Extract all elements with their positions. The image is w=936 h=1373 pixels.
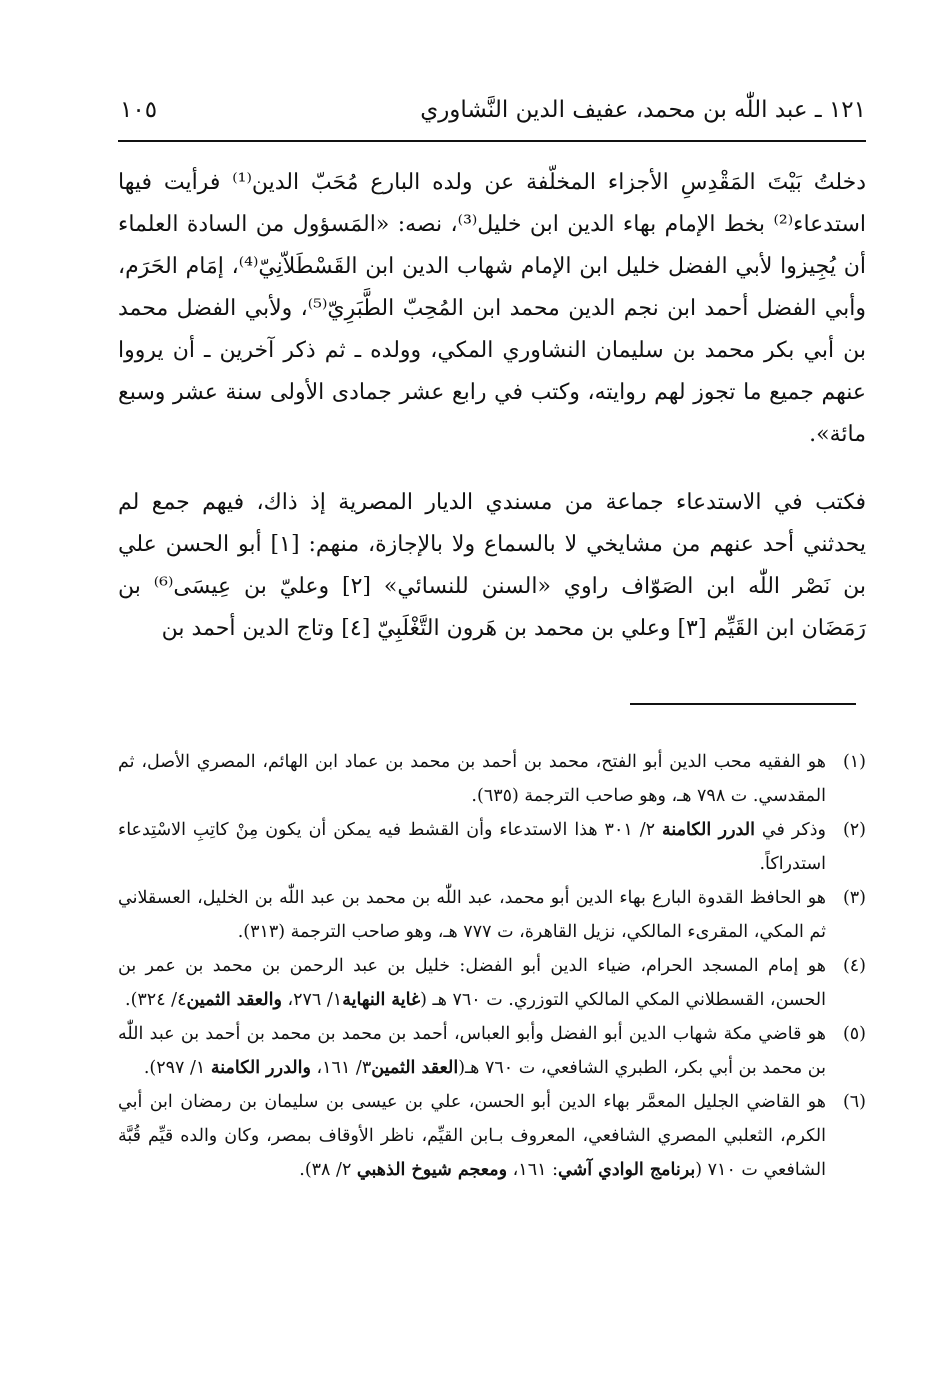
- footnote-number: (٢): [842, 820, 866, 840]
- footnote-source-title: والعقد الثمين: [186, 990, 282, 1010]
- footnote-text: ١/ ٢٧٦،: [281, 990, 343, 1010]
- footnote-source-title: برنامج الوادي آشي: [557, 1160, 696, 1180]
- footnote: [118, 745, 866, 813]
- footnote-number: (٣): [842, 888, 866, 908]
- footnote-number: (١): [842, 752, 866, 772]
- footnote-text: ٢/ ٣٨).: [299, 1160, 357, 1180]
- footnote-text: وذكر في: [754, 820, 826, 840]
- footnote-source-title: الدرر الكامنة: [661, 820, 755, 840]
- footnote: [118, 1085, 866, 1187]
- footnote-text: ٣/ ١٦١،: [310, 1058, 372, 1078]
- footnote-source-title: غاية النهاية: [342, 990, 421, 1010]
- footnote-text: ١/ ٢٩٧).: [143, 1058, 211, 1078]
- footnote-text: : ١٦١،: [507, 1160, 558, 1180]
- footnote-separator: [630, 703, 856, 705]
- main-text: [118, 162, 866, 650]
- footnote-number: (٤): [842, 956, 866, 976]
- footnote-number: (٥): [842, 1024, 866, 1044]
- running-header: [118, 92, 866, 142]
- footnote-text: هو إمام المسجد الحرام، ضياء الدين أبو الفضل: خليل بن عبد الرحمن بن محمد بن عمر بن الحسن، القسطلاني المكي المالكي التوزري. ت ٧٦٠ هـ (: [118, 956, 826, 1010]
- footnote-text: ٤/ ٣٢٤).: [125, 990, 187, 1010]
- footnote-source-title: العقد الثمين: [371, 1058, 459, 1078]
- header-title: ١٢١ ـ عبد اللّٰه بن محمد، عفيف الدين النَّشاوري: [420, 97, 866, 123]
- footnote-text: هو الحافظ القدوة البارع بهاء الدين أبو محمد، عبد اللّٰه بن محمد بن عبد اللّٰه بن الخليل، العسقلاني ثم المكي، المقرىء المالكي، نزيل القاهرة، ت ٧٧٧ هـ، وهو صاحب الترجمة (٣١٣).: [118, 888, 826, 942]
- footnote: [118, 813, 866, 881]
- footnote: [118, 1017, 866, 1085]
- footnote: [118, 949, 866, 1017]
- footnotes: [118, 745, 866, 1187]
- page-number: ١٠٥: [120, 97, 158, 123]
- footnote-text: هو الفقيه محب الدين أبو الفتح، محمد بن أحمد بن محمد بن عماد ابن الهائم، المصري الأصل، ثم المقدسي. ت ٧٩٨ هـ، وهو صاحب الترجمة (٦٣٥).: [118, 752, 826, 806]
- footnote-source-title: ومعجم شيوخ الذهبي: [356, 1160, 508, 1180]
- footnote-number: (٦): [842, 1092, 866, 1112]
- footnote-text: هو قاضي مكة شهاب الدين أبو الفضل وأبو العباس، أحمد بن محمد بن محمد بن أحمد بن عبد اللّٰه بن محمد بن أبي بكر، الطبري الشافعي، ت ٧٦٠ هـ(: [118, 1024, 826, 1078]
- footnote-text: هو القاضي الجليل المعمَّر بهاء الدين أبو الحسن، علي بن عيسى بن سليمان بن رمضان ابن أبي الكرم، الثعلبي المصري الشافعي، المعروف بـابن القيِّم، ناظر الأوقاف بمصر، وكان والده قيِّم قُبَّة الشافعي ت ٧١٠ (: [118, 1092, 826, 1180]
- body-paragraph: فكتب في الاستدعاء جماعة من مسندي الديار المصرية إذ ذاك، فيهم جمع لم يحدثني أحد عنهم من مشايخي لا بالسماع ولا بالإجازة، منهم: [١] أبو الحسن علي بن نَصْر اللّٰه ابن الصَوّاف راوي «السنن للنسائي» [٢] وعليّ بن عِيسَى⁽⁶⁾ بن رَمَضَان ابن القَيِّم [٣] وعلي بن محمد بن هَرون التَّغْلَبِيّ [٤] وتاج الدين أحمد بن: [118, 490, 866, 641]
- footnote-source-title: والدرر الكامنة: [210, 1058, 311, 1078]
- footnote-text: ٢/ ٣٠١ هذا الاستدعاء وأن القشط فيه يمكن أن يكون مِنْ كاتِبِ الاسْتِدعاء استدراكاً.: [118, 820, 826, 874]
- footnote: [118, 881, 866, 949]
- body-paragraph: دخلتُ بَيْتَ المَقْدِسِ الأجزاء المخلّفة عن ولده البارع مُحَبّ الدين⁽¹⁾ فرأيت فيها استدعاء⁽²⁾ بخط الإمام بهاء الدين ابن خليل⁽³⁾، نصه: «المَسؤول من السادة العلماء أن يُجِيزوا لأبي الفضل خليل ابن الإمام شهاب الدين ابن القَسْطَلاّنِيّ⁽⁴⁾، إمَام الحَرَم، وأبي الفضل أحمد ابن نجم الدين محمد ابن المُحِبّ الطَّبَرِيّ⁽⁵⁾، ولأبي الفضل محمد بن أبي بكر محمد بن سليمان النشاوري المكي، وولده ـ ثم ذكر آخرين ـ أن يرووا عنهم جميع ما تجوز لهم روايته، وكتب في رابع عشر جمادى الأولى سنة عشر وسبع مائة».: [118, 170, 867, 447]
